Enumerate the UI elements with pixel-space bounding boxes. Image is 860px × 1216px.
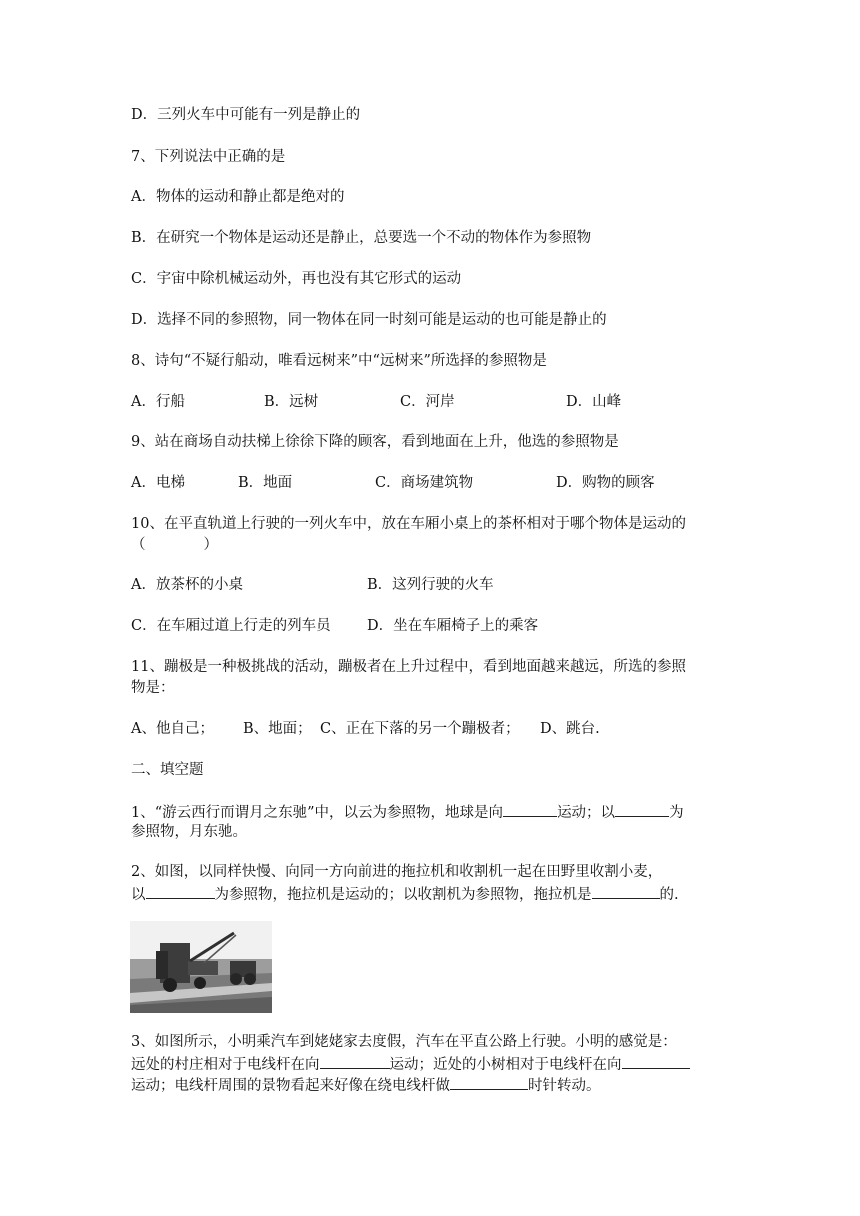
fill2-blank-2[interactable] <box>592 883 660 899</box>
fill1-blank-2[interactable] <box>615 801 669 817</box>
q11-option-a: A、他自己； <box>131 721 214 737</box>
fill2-line2 <box>131 883 679 905</box>
fill3-blank-3[interactable] <box>450 1074 528 1090</box>
fill3-blank-1[interactable] <box>320 1053 390 1069</box>
fill3-text-4: 时针转动。 <box>528 1078 601 1094</box>
fill2-line1: 2、如图，以同样快慢、向同一方向前进的拖拉机和收割机一起在田野里收割小麦， <box>131 864 663 880</box>
fill3-text-1: 远处的村庄相对于电线杆在向 <box>131 1057 320 1073</box>
q7-option-d: D．选择不同的参照物，同一物体在同一时刻可能是运动的也可能是静止的 <box>131 312 607 328</box>
q10-option-b: B．这列行驶的火车 <box>367 577 494 593</box>
fill3-line2 <box>131 1053 690 1075</box>
q9-option-a: A．电梯 <box>131 475 185 491</box>
fill1-line2: 参照物，月东驰。 <box>131 824 247 840</box>
q11-option-c: C、正在下落的另一个蹦极者； <box>320 721 520 737</box>
fill2-text-2: 为参照物，拖拉机是运动的；以收割机为参照物，拖拉机是 <box>214 887 592 903</box>
tractor-harvester-illustration <box>130 921 272 1013</box>
q7-option-c: C．宇宙中除机械运动外，再也没有其它形式的运动 <box>131 271 462 287</box>
section-title-fill-in: 二、填空题 <box>131 762 204 778</box>
fill1-text-1: 1、“游云西行而谓月之东驰”中，以云为参照物，地球是向 <box>131 805 504 821</box>
fill3-line1: 3、如图所示，小明乘汽车到姥姥家去度假，汽车在平直公路上行驶。小明的感觉是： <box>131 1034 677 1050</box>
q9-option-b: B．地面 <box>238 475 293 491</box>
q8-option-d: D．山峰 <box>566 394 622 410</box>
fill1-text-2: 运动；以 <box>557 805 616 821</box>
fill3-line3 <box>131 1074 601 1096</box>
q7-option-b: B．在研究一个物体是运动还是静止，总要选一个不动的物体作为参照物 <box>131 230 592 246</box>
q9-option-d: D．购物的顾客 <box>556 475 655 491</box>
fill2-blank-1[interactable] <box>146 883 215 899</box>
q8-option-a: A．行船 <box>131 394 185 410</box>
q7-stem: 7、下列说法中正确的是 <box>131 149 286 165</box>
q11-option-d: D、跳台. <box>540 721 600 737</box>
q11-option-b: B、地面； <box>243 721 312 737</box>
fill3-blank-2[interactable] <box>622 1053 690 1069</box>
fill2-text-1: 以 <box>131 887 146 903</box>
q8-stem: 8、诗句“不疑行船动，唯看远树来”中“远树来”所选择的参照物是 <box>131 353 547 369</box>
fill3-text-3: 运动；电线杆周围的景物看起来好像在绕电线杆做 <box>131 1078 450 1094</box>
q9-stem: 9、站在商场自动扶梯上徐徐下降的顾客，看到地面在上升，他选的参照物是 <box>131 434 619 450</box>
q10-option-c: C．在车厢过道上行走的列车员 <box>131 618 331 634</box>
fill3-text-2: 运动；近处的小树相对于电线杆在向 <box>389 1057 622 1073</box>
q10-option-d: D．坐在车厢椅子上的乘客 <box>367 618 539 634</box>
q8-option-c: C．河岸 <box>400 394 455 410</box>
q10-answer-bracket: （ ） <box>131 537 218 553</box>
q9-option-c: C．商场建筑物 <box>375 475 474 491</box>
fill1-line1 <box>131 801 684 823</box>
q7-option-a: A．物体的运动和静止都是绝对的 <box>131 189 345 205</box>
q8-option-b: B．远树 <box>264 394 319 410</box>
tractor-harvester-photo <box>130 921 272 1013</box>
q10-stem-line1: 10、在平直轨道上行驶的一列火车中，放在车厢小桌上的茶杯相对于哪个物体是运动的 <box>131 516 686 532</box>
fill1-blank-1[interactable] <box>503 801 557 817</box>
q11-stem-line1: 11、蹦极是一种极挑战的活动，蹦极者在上升过程中，看到地面越来越远，所选的参照 <box>131 659 686 675</box>
q6-option-d: D．三列火车中可能有一列是静止的 <box>131 107 361 123</box>
q10-option-a: A．放茶杯的小桌 <box>131 577 243 593</box>
q11-stem-line2: 物是： <box>131 680 175 696</box>
fill1-text-3: 为 <box>669 805 684 821</box>
fill2-text-3: 的. <box>659 887 679 903</box>
